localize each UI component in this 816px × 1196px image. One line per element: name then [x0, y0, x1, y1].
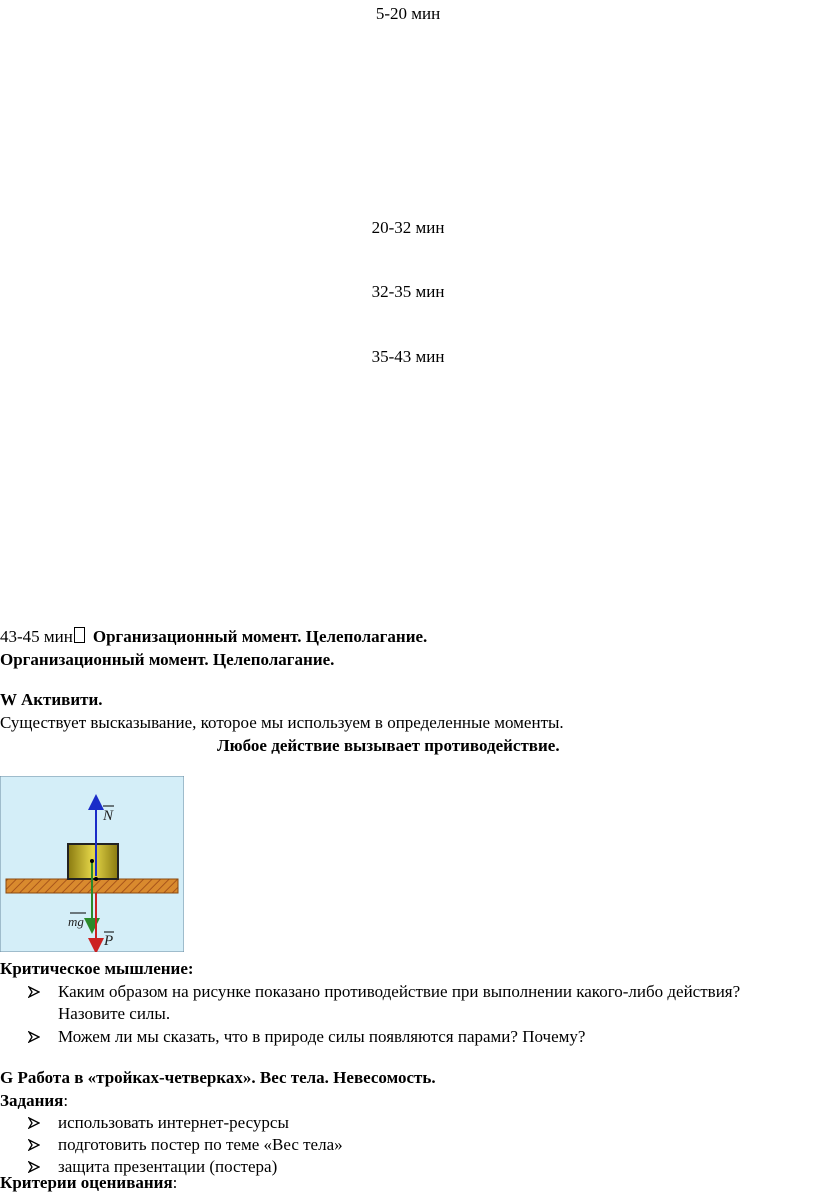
arrow-bullet-icon [28, 1156, 40, 1173]
org-moment-header [0, 626, 427, 648]
arrow-bullet-icon [28, 981, 40, 998]
tasks-label: Задания [0, 1091, 64, 1110]
list-item [28, 981, 740, 1025]
list-item [28, 1134, 343, 1156]
forces-diagram [0, 776, 184, 952]
question-1-line-1: Каким образом на рисунке показано противодействие при выполнении какого-либо действия? [58, 982, 741, 1001]
critical-title: Критическое мышление: [0, 959, 194, 978]
time-marker-2: 20-32 мин [371, 218, 445, 237]
question-1-line-2: Назовите силы. [58, 1004, 171, 1023]
time-marker-5: 43-45 мин [0, 627, 73, 646]
tasks-heading [0, 1090, 68, 1112]
org-moment-repeat: Организационный момент. Целеполагание. [0, 650, 335, 669]
tasks-colon: : [63, 1091, 69, 1110]
task-2: подготовить постер по теме «Вес тела» [58, 1135, 343, 1154]
group-work-title: G Работа в «тройках-четверках». Вес тела. Невесомость. [0, 1068, 436, 1087]
criteria-label: Критерии оценивания [0, 1173, 173, 1192]
time-marker-3: 32-35 мин [371, 282, 445, 301]
label-P: P [104, 933, 114, 949]
time-marker-4: 35-43 мин [371, 347, 445, 366]
criteria-heading [0, 1172, 177, 1194]
criteria-colon: : [172, 1173, 178, 1192]
arrow-bullet-icon [28, 1134, 40, 1151]
time-marker-1: 5-20 мин [375, 4, 441, 23]
question-2: Можем ли мы сказать, что в природе силы появляются парами? Почему? [58, 1027, 586, 1046]
list-item [28, 1026, 740, 1048]
task-1: использовать интернет-ресурсы [58, 1113, 289, 1132]
activity-title: W Активити. [0, 690, 103, 709]
missing-glyph-icon [74, 627, 85, 643]
label-mg: mg [68, 914, 84, 929]
activity-quote: Любое действие вызывает противодействие. [217, 736, 560, 755]
list-item [28, 1112, 343, 1134]
org-moment-title: Организационный момент. Целеполагание. [92, 627, 428, 646]
critical-questions [28, 981, 740, 1048]
arrow-bullet-icon [28, 1026, 40, 1043]
activity-text: Существует высказывание, которое мы используем в определенные моменты. [0, 713, 564, 732]
tasks-list [28, 1112, 343, 1178]
task-3: защита презентации (постера) [58, 1157, 278, 1176]
label-N: N [103, 808, 114, 824]
arrow-bullet-icon [28, 1112, 40, 1129]
